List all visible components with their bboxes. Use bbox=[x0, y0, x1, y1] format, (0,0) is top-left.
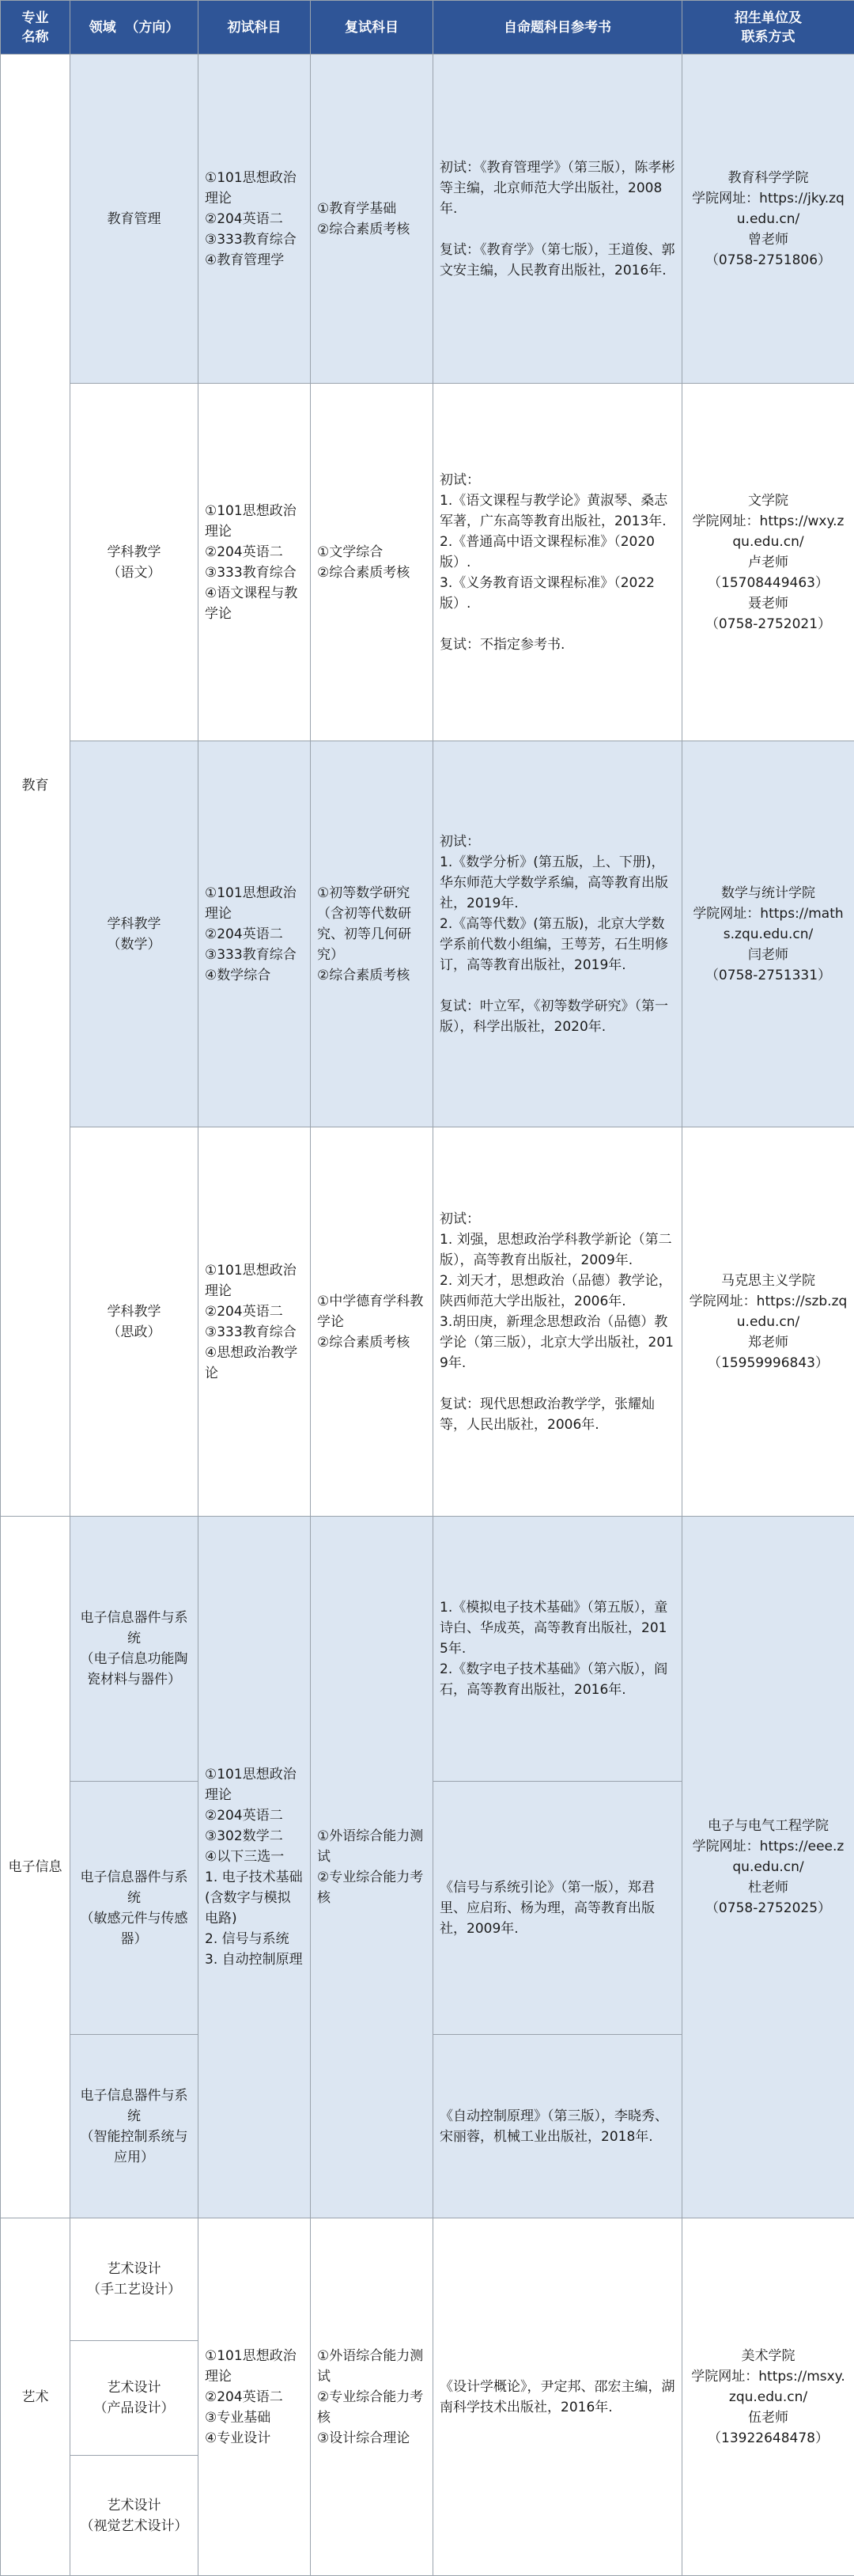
books-cell: 《信号与系统引论》（第一版），郑君里、应启珩、杨为理，高等教育出版社，2009年. bbox=[433, 1782, 682, 2035]
retest-cell: ①中学德育学科教学论 ②综合素质考核 bbox=[311, 1127, 433, 1517]
retest-cell: ①初等数学研究（含初等代数研究、初等几何研究） ②综合素质考核 bbox=[311, 741, 433, 1127]
header-prelim: 初试科目 bbox=[198, 1, 311, 55]
table-row bbox=[1, 55, 854, 384]
table-row bbox=[1, 384, 854, 741]
field-cell: 学科教学 （语文） bbox=[70, 384, 198, 741]
books-cell: 《自动控制原理》（第三版），李晓秀、宋丽蓉，机械工业出版社，2018年. bbox=[433, 2035, 682, 2218]
table-row bbox=[1, 2218, 854, 2341]
header-retest: 复试科目 bbox=[311, 1, 433, 55]
major-art: 艺术 bbox=[1, 2218, 70, 2576]
field-cell: 教育管理 bbox=[70, 55, 198, 384]
books-cell: 初试： 1.《数学分析》(第五版，上、下册)，华东师范大学数学系编，高等教育出版社，2019年. 2.《高等代数》(第五版)，北京大学数学系前代数小组编，王萼芳，石生明修订，高等教育出版社，2019年. 复试：叶立军，《初等数学研究》（第一版），科学出版社，2020年. bbox=[433, 741, 682, 1127]
field-cell: 学科教学 （数学） bbox=[70, 741, 198, 1127]
field-cell: 电子信息器件与系统 （电子信息功能陶瓷材料与器件） bbox=[70, 1517, 198, 1782]
major-education: 教育 bbox=[1, 55, 70, 1517]
retest-cell: ①外语综合能力测试 ②专业综合能力考核 bbox=[311, 1517, 433, 2218]
books-cell: 初试： 1. 刘强，思想政治学科教学新论（第二版），高等教育出版社，2009年. 2. 刘天才，思想政治（品德）教学论，陕西师范大学出版社，2006年. 3.胡田庚，新理念思想政治（品德）教学论（第三版），北京大学出版社，2019年. 复试：现代思想政治教学学，张耀灿等，人民出版社，2006年. bbox=[433, 1127, 682, 1517]
contact-cell: 马克思主义学院 学院网址：https://szb.zqu.edu.cn/ 郑老师 （15959996843） bbox=[682, 1127, 854, 1517]
header-field: 领域 （方向） bbox=[70, 1, 198, 55]
books-cell: 《设计学概论》，尹定邦、邵宏主编，湖南科学技术出版社，2016年. bbox=[433, 2218, 682, 2576]
prelim-cell: ①101思想政治理论 ②204英语二 ③专业基础 ④专业设计 bbox=[198, 2218, 311, 2576]
field-cell: 艺术设计 （产品设计） bbox=[70, 2341, 198, 2456]
field-cell: 电子信息器件与系统 （智能控制系统与应用） bbox=[70, 2035, 198, 2218]
prelim-cell: ①101思想政治理论 ②204英语二 ③333教育综合 ④教育管理学 bbox=[198, 55, 311, 384]
header-contact: 招生单位及 联系方式 bbox=[682, 1, 854, 55]
books-cell: 初试：《教育管理学》（第三版），陈孝彬等主编，北京师范大学出版社，2008年. 复试：《教育学》（第七版），王道俊、郭文安主编，人民教育出版社，2016年. bbox=[433, 55, 682, 384]
field-cell: 电子信息器件与系统 （敏感元件与传感器） bbox=[70, 1782, 198, 2035]
prelim-cell: ①101思想政治理论 ②204英语二 ③302数学二 ④以下三选一 1. 电子技术基础(含数字与模拟电路) 2. 信号与系统 3. 自动控制原理 bbox=[198, 1517, 311, 2218]
field-cell: 艺术设计 （视觉艺术设计） bbox=[70, 2456, 198, 2576]
contact-cell: 文学院 学院网址：https://wxy.zqu.edu.cn/ 卢老师 （15708449463） 聂老师 （0758-2752021） bbox=[682, 384, 854, 741]
header-books: 自命题科目参考书 bbox=[433, 1, 682, 55]
field-cell: 学科教学 （思政） bbox=[70, 1127, 198, 1517]
prelim-cell: ①101思想政治理论 ②204英语二 ③333教育综合 ④语文课程与教学论 bbox=[198, 384, 311, 741]
table-row bbox=[1, 741, 854, 1127]
retest-cell: ①外语综合能力测试 ②专业综合能力考核 ③设计综合理论 bbox=[311, 2218, 433, 2576]
major-electronics: 电子信息 bbox=[1, 1517, 70, 2218]
header-row bbox=[1, 1, 854, 55]
field-cell: 艺术设计 （手工艺设计） bbox=[70, 2218, 198, 2341]
table-row bbox=[1, 1127, 854, 1517]
contact-cell: 教育科学学院 学院网址：https://jky.zqu.edu.cn/ 曾老师 （0758-2751806） bbox=[682, 55, 854, 384]
prelim-cell: ①101思想政治理论 ②204英语二 ③333教育综合 ④数学综合 bbox=[198, 741, 311, 1127]
contact-cell: 美术学院 学院网址：https://msxy.zqu.edu.cn/ 伍老师 （13922648478） bbox=[682, 2218, 854, 2576]
retest-cell: ①文学综合 ②综合素质考核 bbox=[311, 384, 433, 741]
contact-cell: 电子与电气工程学院 学院网址：https://eee.zqu.edu.cn/ 杜老师 （0758-2752025） bbox=[682, 1517, 854, 2218]
header-major: 专业 名称 bbox=[1, 1, 70, 55]
books-cell: 1.《模拟电子技术基础》（第五版），童诗白、华成英，高等教育出版社，2015年. 2.《数字电子技术基础》（第六版），阎石，高等教育出版社，2016年. bbox=[433, 1517, 682, 1782]
table-row bbox=[1, 1517, 854, 1782]
prelim-cell: ①101思想政治理论 ②204英语二 ③333教育综合 ④思想政治教学论 bbox=[198, 1127, 311, 1517]
retest-cell: ①教育学基础 ②综合素质考核 bbox=[311, 55, 433, 384]
contact-cell: 数学与统计学院 学院网址：https://maths.zqu.edu.cn/ 闫老师 （0758-2751331） bbox=[682, 741, 854, 1127]
books-cell: 初试： 1.《语文课程与教学论》黄淑琴、桑志军著，广东高等教育出版社，2013年. 2.《普通高中语文课程标准》（2020版）. 3.《义务教育语文课程标准》（2022版）. 复试：不指定参考书. bbox=[433, 384, 682, 741]
